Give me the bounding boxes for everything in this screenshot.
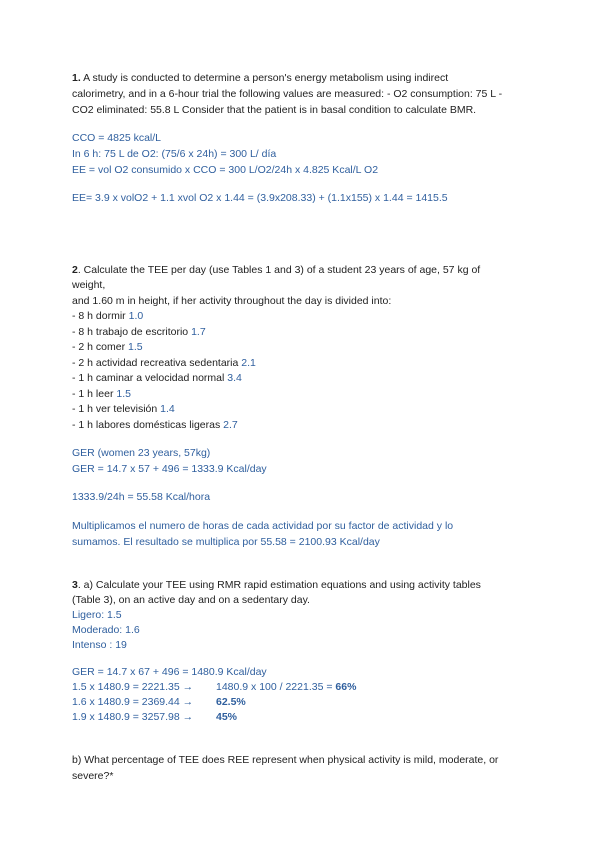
q3-calc-row: 1.6 x 1480.9 = 2369.44 → [72,696,194,708]
q2-line-2: weight, [72,279,106,291]
activity-item: - 2 h actividad recreativa sedentaria 2.1 [72,357,256,369]
q1-answer-2: In 6 h: 75 L de O2: (75/6 x 24h) = 300 L/ día [72,148,277,160]
q3-result: 45% [216,711,238,723]
q3-line-1: 3. a) Calculate your TEE using RMR rapid estimation equations and using activity tables [72,579,481,591]
q1-line-1: 1. A study is conducted to determine a person's energy metabolism using indirect [72,72,449,84]
q2-ger-title: GER (women 23 years, 57kg) [72,447,211,459]
activity-item: - 1 h ver televisión 1.4 [72,403,175,415]
q3b-line-1: b) What percentage of TEE does REE represent when physical activity is mild, moderate, or [72,754,499,766]
q2-number: 2 [72,264,78,276]
q1-answer-1: CCO = 4825 kcal/L [72,132,162,144]
q1-number: 1. [72,72,81,84]
q3b-line-2: severe?* [72,770,114,782]
q1-line-2: calorimetry, and in a 6-hour trial the following values are measured: - O2 consumption: 75 L - [72,88,503,100]
q3-level-light: Ligero: 1.5 [72,609,122,621]
q1-line-3: CO2 eliminated: 55.8 L Consider that the patient is in basal condition to calculate BMR. [72,104,477,116]
activity-item: - 1 h labores domésticas ligeras 2.7 [72,419,238,431]
q3-calc-row: 1.9 x 1480.9 = 3257.98 → [72,711,194,723]
q2-line-3: and 1.60 m in height, if her activity throughout the day is divided into: [72,295,392,307]
q3-ger-formula: GER = 14.7 x 67 + 496 = 1480.9 Kcal/day [72,666,267,678]
activity-item: - 8 h dormir 1.0 [72,310,144,322]
q3-level-intense: Intenso : 19 [72,639,127,651]
activity-item: - 8 h trabajo de escritorio 1.7 [72,326,206,338]
activity-item: - 1 h caminar a velocidad normal 3.4 [72,372,242,384]
q2-line-1: 2. Calculate the TEE per day (use Tables 1 and 3) of a student 23 years of age, 57 kg of [72,264,481,276]
q1-answer-3: EE = vol O2 consumido x CCO = 300 L/O2/24h x 4.825 Kcal/L O2 [72,164,379,176]
q3-result: 62.5% [216,696,246,708]
q3-number: 3 [72,579,78,591]
q1-answer-ee: EE= 3.9 x volO2 + 1.1 xvol O2 x 1.44 = (3.9x208.33) + (1.1x155) x 1.44 = 1415.5 [72,192,448,204]
q2-conclusion-2: sumamos. El resultado se multiplica por 55.58 = 2100.93 Kcal/day [72,536,380,548]
q3-line-2: (Table 3), on an active day and on a sedentary day. [72,594,310,606]
q3-result: 1480.9 x 100 / 2221.35 = 66% [216,681,357,693]
q3-level-moderate: Moderado: 1.6 [72,624,140,636]
activity-item: - 1 h leer 1.5 [72,388,131,400]
q2-conclusion-1: Multiplicamos el numero de horas de cada actividad por su factor de actividad y lo [72,520,454,532]
activity-item: - 2 h comer 1.5 [72,341,143,353]
q2-ger-formula: GER = 14.7 x 57 + 496 = 1333.9 Kcal/day [72,463,267,475]
q3-calc-row: 1.5 x 1480.9 = 2221.35 → [72,681,194,693]
q2-per-hour: 1333.9/24h = 55.58 Kcal/hora [72,491,211,503]
